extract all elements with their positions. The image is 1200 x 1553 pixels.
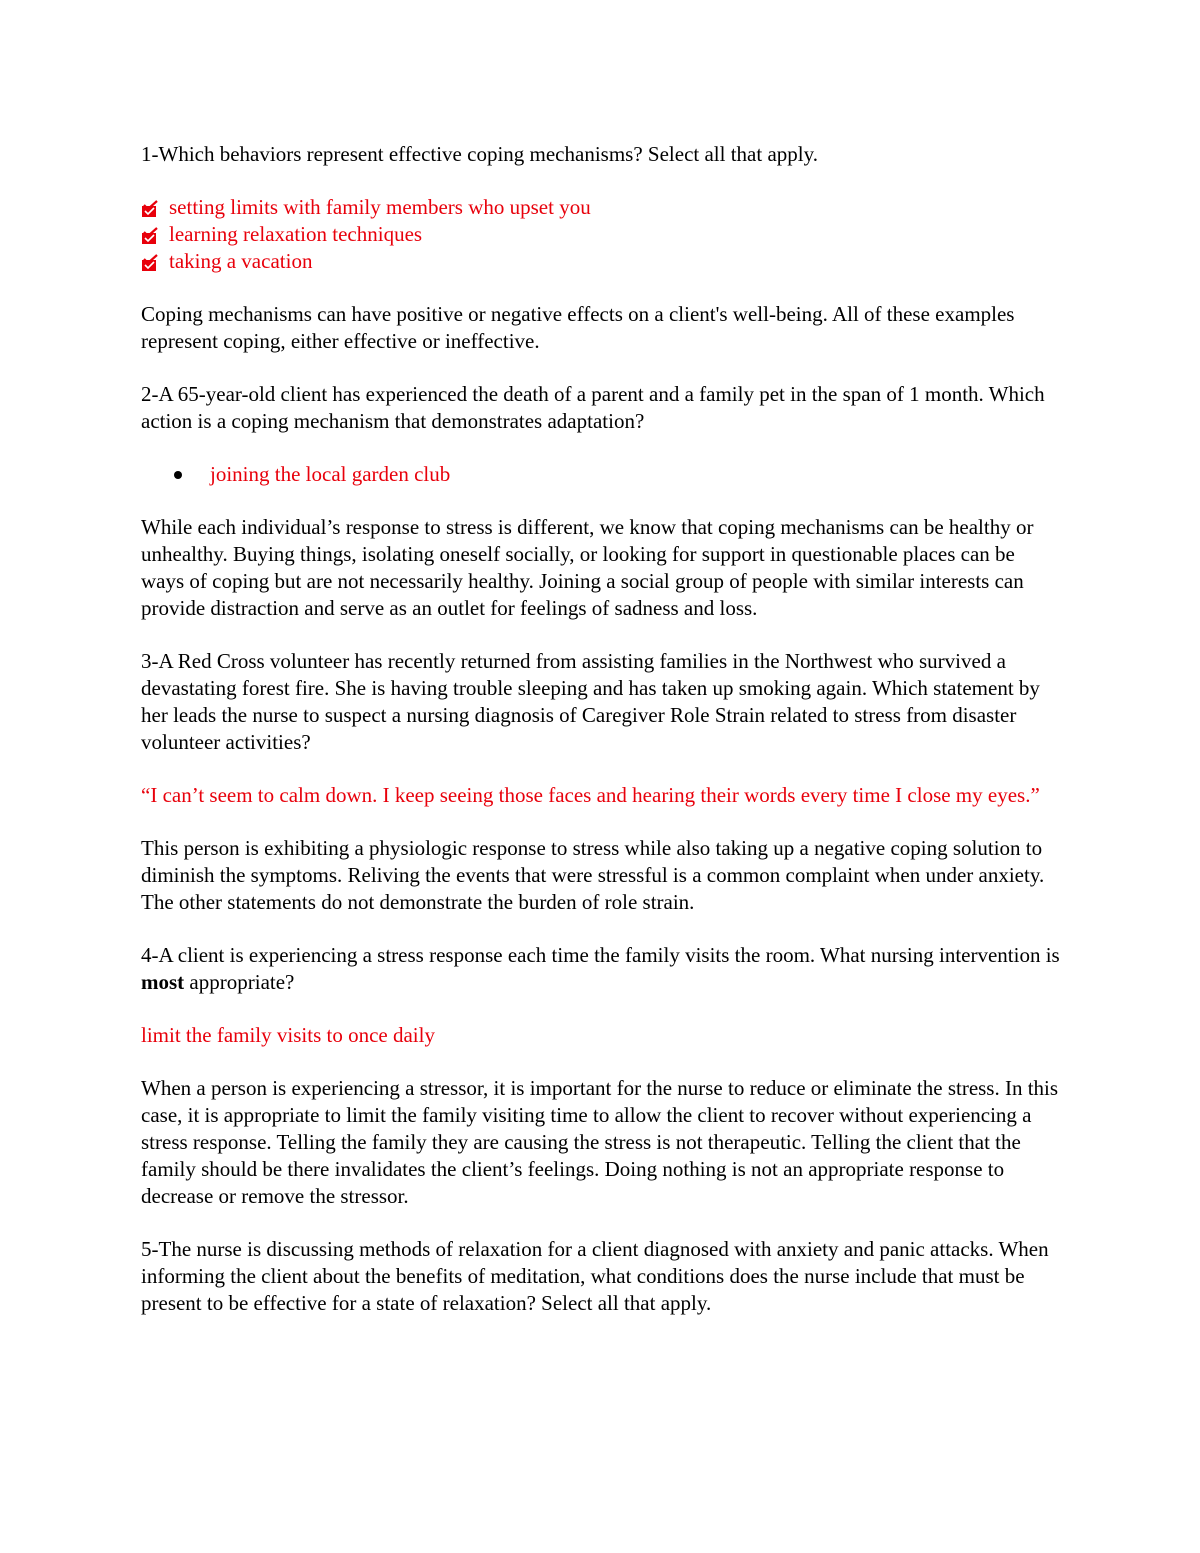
question-1-answer-text: setting limits with family members who upset you [169,195,591,219]
question-2-answer-list [141,461,1061,488]
question-1-answer-item [141,194,1061,221]
question-1-answer-list [141,194,1061,275]
question-2-answer-text: joining the local garden club [210,462,451,486]
question-4-text-end: appropriate? [184,970,295,994]
question-3-answer: “I can’t seem to calm down. I keep seeing those faces and hearing their words every time I close my eyes.” [141,783,1040,807]
question-4-answer: limit the family visits to once daily [141,1023,435,1047]
question-3: 3-A Red Cross volunteer has recently returned from assisting families in the Northwest who survived a devastating forest fire. She is having trouble sleeping and has taken up smoking again. Which statement by her leads the nurse to suspect a nursing diagnosis of Caregiver Role Strain related to stress from disaster volunteer activities? [141,649,1040,754]
question-1-answer-text: learning relaxation techniques [169,222,423,246]
question-2-answer-item [141,461,1061,488]
question-5: 5-The nurse is discussing methods of relaxation for a client diagnosed with anxiety and panic attacks. When informing the client about the benefits of meditation, what conditions does the nurse include that must be present to be effective for a state of relaxation? Select all that apply. [141,1237,1049,1315]
question-1-explanation: Coping mechanisms can have positive or negative effects on a client's well-being. All of these examples represent coping, either effective or ineffective. [141,302,1015,353]
question-1-answer-item [141,248,1061,275]
question-2-explanation: While each individual’s response to stress is different, we know that coping mechanisms can be healthy or unhealthy. Buying things, isolating oneself socially, or looking for support in questionable places can be ways of coping but are not necessarily healthy. Joining a social group of people with similar interests can provide distraction and serve as an outlet for feelings of sadness and loss. [141,515,1034,620]
question-4-explanation: When a person is experiencing a stressor, it is important for the nurse to reduce or eliminate the stress. In this case, it is appropriate to limit the family visiting time to allow the client to recover without experiencing a stress response. Telling the family they are causing the stress is not therapeutic. Telling the client that the family should be there invalidates the client’s feelings. Doing nothing is not an appropriate response to decrease or remove the stressor. [141,1076,1059,1208]
check-box-icon [141,227,159,245]
document-page [141,141,1061,1317]
question-1: 1-Which behaviors represent effective coping mechanisms? Select all that apply. [141,142,818,166]
question-3-explanation: This person is exhibiting a physiologic response to stress while also taking up a negative coping solution to diminish the symptoms. Reliving the events that were stressful is a common complaint when under anxiety. The other statements do not demonstrate the burden of role strain. [141,836,1045,914]
question-1-answer-text: taking a vacation [169,249,313,273]
question-2: 2-A 65-year-old client has experienced the death of a parent and a family pet in the span of 1 month. Which action is a coping mechanism that demonstrates adaptation? [141,382,1045,433]
check-box-icon [141,254,159,272]
question-4-text-start: 4-A client is experiencing a stress response each time the family visits the room. What nursing intervention is [141,943,1060,967]
bullet-icon [174,471,182,479]
question-4 [141,942,1061,996]
question-1-answer-item [141,221,1061,248]
check-box-icon [141,200,159,218]
question-4-emphasis: most [141,970,185,994]
